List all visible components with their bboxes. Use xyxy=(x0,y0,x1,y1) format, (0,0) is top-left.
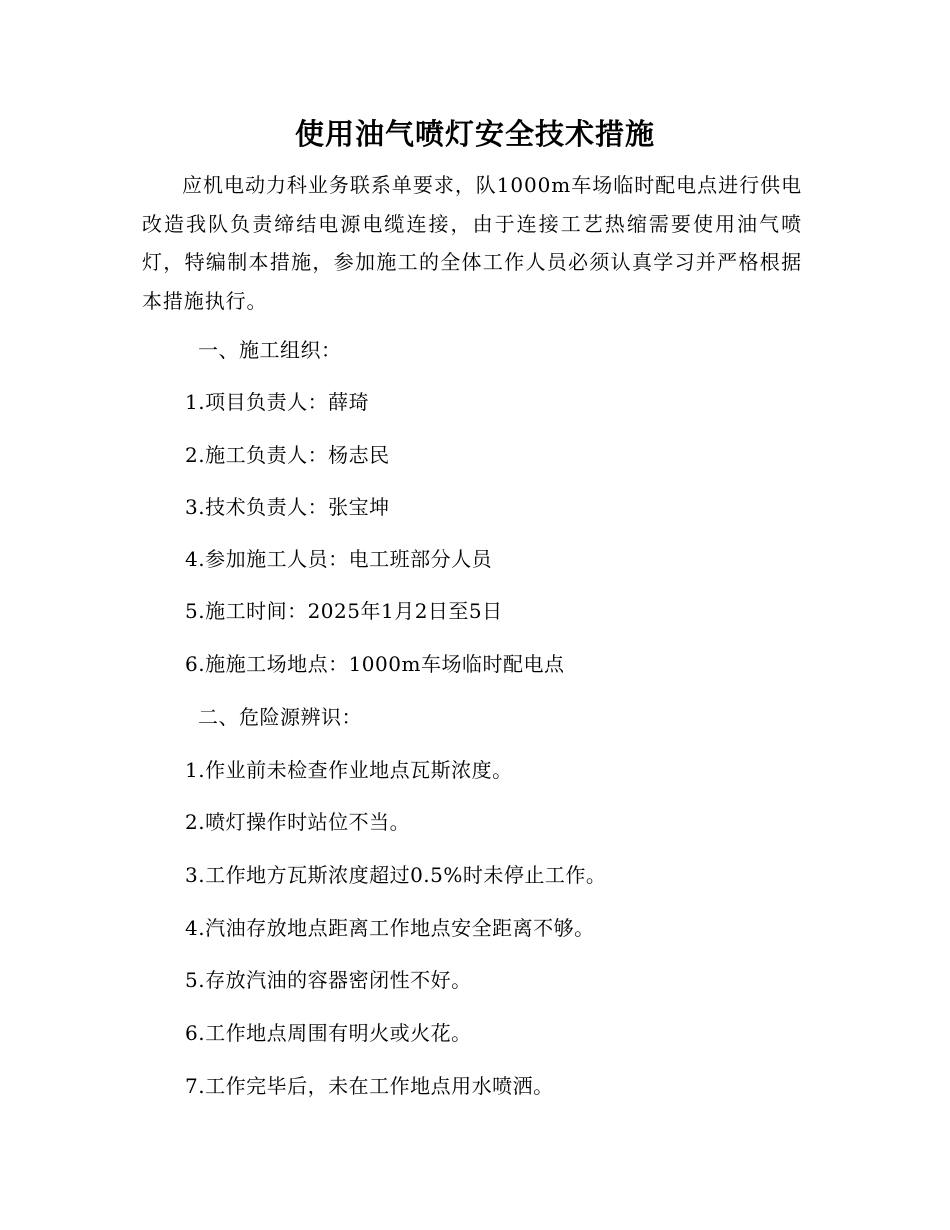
list-item: 3.工作地方瓦斯浓度超过0.5%时未停止工作。 xyxy=(185,863,607,887)
section-heading-hazards: 二、危险源辨识： xyxy=(198,705,362,729)
list-item: 5.施工时间：2025年1月2日至5日 xyxy=(185,599,503,623)
list-item: 6.施施工场地点：1000m车场临时配电点 xyxy=(185,652,565,676)
list-item: 7.工作完毕后，未在工作地点用水喷洒。 xyxy=(185,1074,554,1098)
list-item: 4.参加施工人员：电工班部分人员 xyxy=(185,547,493,571)
list-item: 2.施工负责人：杨志民 xyxy=(185,443,390,467)
list-item: 4.汽油存放地点距离工作地点安全距离不够。 xyxy=(185,916,595,940)
list-item: 5.存放汽油的容器密闭性不好。 xyxy=(185,968,472,992)
list-item: 2.喷灯操作时站位不当。 xyxy=(185,810,411,834)
section-heading-organization: 一、施工组织： xyxy=(198,338,342,362)
list-item: 1.项目负责人：薛琦 xyxy=(185,390,370,414)
document-title: 使用油气喷灯安全技术措施 xyxy=(294,117,655,151)
intro-paragraph: 应机电动力科业务联系单要求，队1000m车场临时配电点进行供电改造我队负责缔结电源电缆连接，由于连接工艺热缩需要使用油气喷灯，特编制本措施，参加施工的全体工作人员必须认真学习并严格根据本措施执行。 xyxy=(142,173,802,313)
list-item: 1.作业前未检查作业地点瓦斯浓度。 xyxy=(185,758,513,782)
list-item: 6.工作地点周围有明火或火花。 xyxy=(185,1021,472,1045)
list-item: 3.技术负责人：张宝坤 xyxy=(185,495,390,519)
